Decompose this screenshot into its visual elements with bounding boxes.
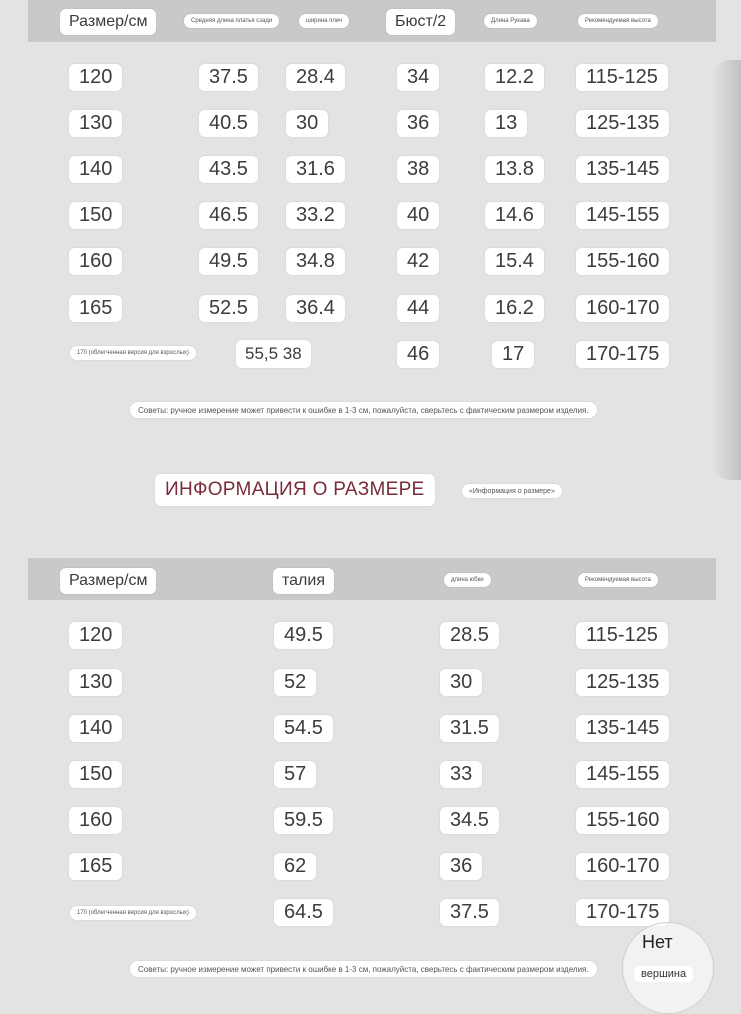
table1-cell-bust: 36: [397, 110, 439, 137]
table1-cell-shoulder: 33.2: [286, 202, 345, 229]
table1-cell-shoulder: 30: [286, 110, 328, 137]
table2-cell-waist: 52: [274, 669, 316, 696]
table1-cell-shoulder: 31.6: [286, 156, 345, 183]
table2-cell-skirt: 30: [440, 669, 482, 696]
table1-header-bust: Бюст/2: [386, 9, 455, 35]
table1-tip: Советы: ручное измерение может привести к ошибке в 1-3 см, пожалуйста, сверьтесь с фактическим размером изделия.: [130, 402, 597, 418]
table1-cell-size: 140: [69, 156, 122, 183]
table1-cell-size: 165: [69, 295, 122, 322]
table2-cell-skirt: 34.5: [440, 807, 499, 834]
table1-adult-back-shoulder: 55,5 38: [236, 340, 311, 368]
table2-header-size: Размер/см: [60, 568, 156, 594]
table1-cell-sleeve: 13: [485, 110, 527, 137]
table2-tip: Советы: ручное измерение может привести к ошибке в 1-3 см, пожалуйста, сверьтесь с фактическим размером изделия.: [130, 961, 597, 977]
table1-cell-back-length: 49.5: [199, 248, 258, 275]
table1-header-height: Рекомендуемая высота: [578, 14, 658, 28]
table1-cell-height: 145-155: [576, 202, 669, 229]
table2-adult-size: 170 (облегченная версия для взрослых): [70, 906, 196, 920]
table2-cell-waist: 49.5: [274, 622, 333, 649]
table1-cell-sleeve: 12.2: [485, 64, 544, 91]
table1-cell-sleeve: 16.2: [485, 295, 544, 322]
table2-cell-height: 145-155: [576, 761, 669, 788]
table1-header-sleeve: Длина Рукава: [484, 14, 537, 28]
table1-cell-sleeve: 13.8: [485, 156, 544, 183]
table1-cell-bust: 34: [397, 64, 439, 91]
table2-adult-skirt: 37.5: [440, 899, 499, 926]
table1-cell-size: 150: [69, 202, 122, 229]
table1-cell-sleeve: 14.6: [485, 202, 544, 229]
table2-header-skirt: длина юбки: [444, 573, 491, 587]
table1-cell-size: 130: [69, 110, 122, 137]
table1-cell-back-length: 37.5: [199, 64, 258, 91]
table2-cell-size: 130: [69, 669, 122, 696]
table1-cell-bust: 40: [397, 202, 439, 229]
table2-cell-waist: 59.5: [274, 807, 333, 834]
table2-cell-height: 160-170: [576, 853, 669, 880]
overlay-top-label[interactable]: вершина: [634, 966, 693, 982]
table1-adult-sleeve: 17: [492, 341, 534, 368]
table2-cell-size: 165: [69, 853, 122, 880]
table1-cell-height: 125-135: [576, 110, 669, 137]
table1-adult-bust: 46: [397, 341, 439, 368]
table1-adult-height: 170-175: [576, 341, 669, 368]
table1-adult-size: 170 (облегченная версия для взрослых): [70, 346, 196, 360]
table1-cell-sleeve: 15.4: [485, 248, 544, 275]
table2-cell-skirt: 36: [440, 853, 482, 880]
table2-cell-skirt: 31.5: [440, 715, 499, 742]
table1-cell-height: 160-170: [576, 295, 669, 322]
table2-cell-skirt: 33: [440, 761, 482, 788]
page-edge-shadow: [711, 60, 741, 480]
table2-cell-waist: 57: [274, 761, 316, 788]
table1-cell-back-length: 40.5: [199, 110, 258, 137]
table1-cell-back-length: 46.5: [199, 202, 258, 229]
table2-cell-height: 135-145: [576, 715, 669, 742]
table2-cell-height: 115-125: [576, 622, 668, 649]
table2-cell-skirt: 28.5: [440, 622, 499, 649]
table2-cell-waist: 54.5: [274, 715, 333, 742]
table1-cell-height: 155-160: [576, 248, 669, 275]
table1-cell-size: 120: [69, 64, 122, 91]
table2-cell-height: 125-135: [576, 669, 669, 696]
table2-cell-size: 150: [69, 761, 122, 788]
overlay-no-label[interactable]: Нет: [642, 932, 673, 952]
table1-cell-bust: 38: [397, 156, 439, 183]
table2-cell-size: 160: [69, 807, 122, 834]
table1-cell-shoulder: 28.4: [286, 64, 345, 91]
table1-cell-size: 160: [69, 248, 122, 275]
table1-cell-back-length: 52.5: [199, 295, 258, 322]
table2-cell-height: 155-160: [576, 807, 669, 834]
table2-adult-height: 170-175: [576, 899, 669, 926]
size-info-subtitle: «Информация о размере»: [462, 484, 562, 498]
table1-cell-height: 115-125: [576, 64, 668, 91]
table1-header-back-length: Средняя длина платья сзади: [184, 14, 279, 28]
table2-cell-size: 140: [69, 715, 122, 742]
table2-header-height: Рекомендуемая высота: [578, 573, 658, 587]
table1-cell-height: 135-145: [576, 156, 669, 183]
table2-cell-waist: 62: [274, 853, 316, 880]
table2-cell-size: 120: [69, 622, 122, 649]
table1-cell-back-length: 43.5: [199, 156, 258, 183]
table1-header-size: Размер/см: [60, 9, 156, 35]
table1-header-shoulder: ширина плеч: [299, 14, 349, 28]
table1-cell-bust: 44: [397, 295, 439, 322]
size-info-title: ИНФОРМАЦИЯ О РАЗМЕРЕ: [155, 474, 435, 506]
table1-cell-shoulder: 36.4: [286, 295, 345, 322]
table1-cell-shoulder: 34.8: [286, 248, 345, 275]
table2-adult-waist: 64.5: [274, 899, 333, 926]
table2-header-waist: талия: [273, 568, 334, 594]
table1-cell-bust: 42: [397, 248, 439, 275]
